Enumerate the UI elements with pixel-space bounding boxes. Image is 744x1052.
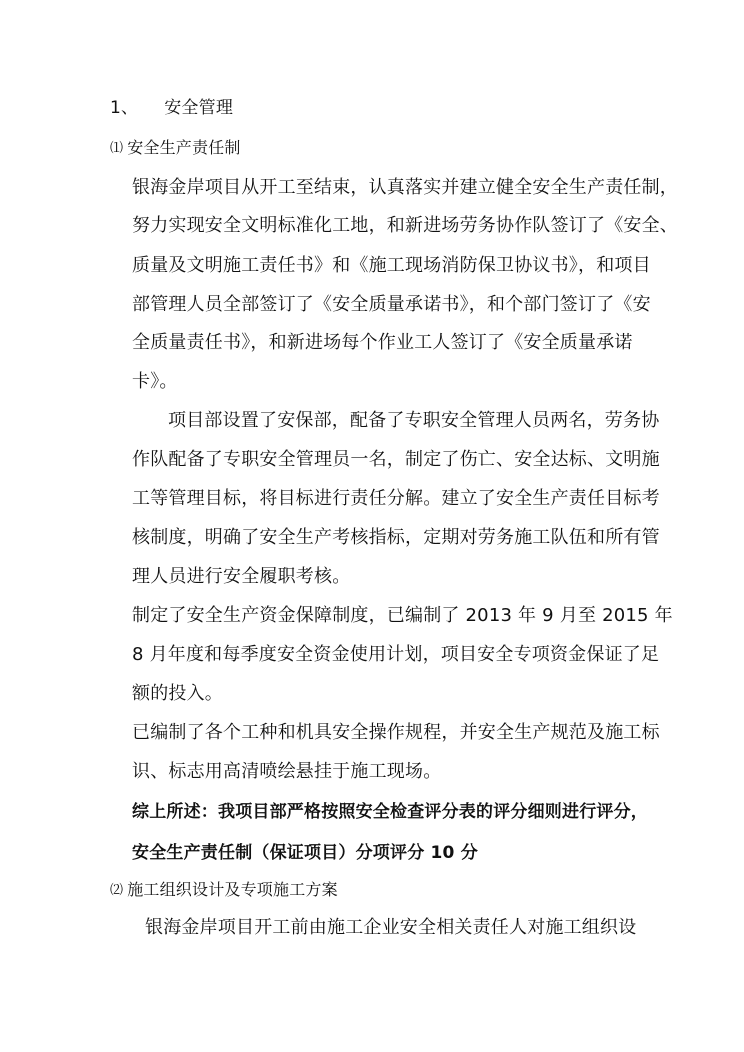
subsection-marker-1: ⑴ [110,141,124,156]
summary-line: 安全生产责任制（保证项目）分项评分 10 分 [132,843,478,863]
paragraph-line: 作队配备了专职安全管理员一名，制定了伤亡、安全达标、文明施 [132,449,660,470]
paragraph-line: 识、标志用高清喷绘悬挂于施工现场。 [132,761,442,782]
paragraph-line: 8 月年度和每季度安全资金使用计划，项目安全专项资金保证了足 [132,644,660,665]
subsection-heading-2 [110,878,338,903]
subsection-title-2: 施工组织设计及专项施工方案 [127,880,338,899]
paragraph-line: 银海金岸项目从开工至结束，认真落实并建立健全安全生产责任制， [132,177,678,198]
section-title: 安全管理 [164,98,234,118]
paragraph-line: 工等管理目标，将目标进行责任分解。建立了安全生产责任目标考 [132,488,660,509]
paragraph-line: 核制度，明确了安全生产考核指标，定期对劳务施工队伍和所有管 [132,527,660,548]
paragraph-line: 额的投入。 [132,683,223,704]
paragraph-line: 卡》。 [132,371,178,392]
paragraph-line: 银海金岸项目开工前由施工企业安全相关责任人对施工组织设 [145,917,637,938]
section-number: 1、 [110,98,139,118]
paragraph-line: 部管理人员全部签订了《安全质量承诺书》，和个部门签订了《安 [132,294,651,315]
section-heading [110,96,233,120]
paragraph-line: 理人员进行安全履职考核。 [132,566,351,587]
paragraph-line: 全质量责任书》，和新进场每个作业工人签订了《安全质量承诺 [132,332,633,353]
paragraph-line: 项目部设置了安保部，配备了专职安全管理人员两名，劳务协 [168,410,660,431]
subsection-title-1: 安全生产责任制 [127,138,241,157]
subsection-heading-1 [110,136,241,161]
paragraph-line: 努力实现安全文明标准化工地，和新进场劳务协作队签订了《安全、 [132,215,678,236]
paragraph-line: 已编制了各个工种和机具安全操作规程，并安全生产规范及施工标 [132,722,660,743]
paragraph-line: 质量及文明施工责任书》和《施工现场消防保卫协议书》，和项目 [132,255,651,276]
summary-line: 综上所述：我项目部严格按照安全检查评分表的评分细则进行评分， [132,802,648,822]
subsection-marker-2: ⑵ [110,883,124,898]
paragraph-line: 制定了安全生产资金保障制度，已编制了 2013 年 9 月至 2015 年 [132,605,673,626]
